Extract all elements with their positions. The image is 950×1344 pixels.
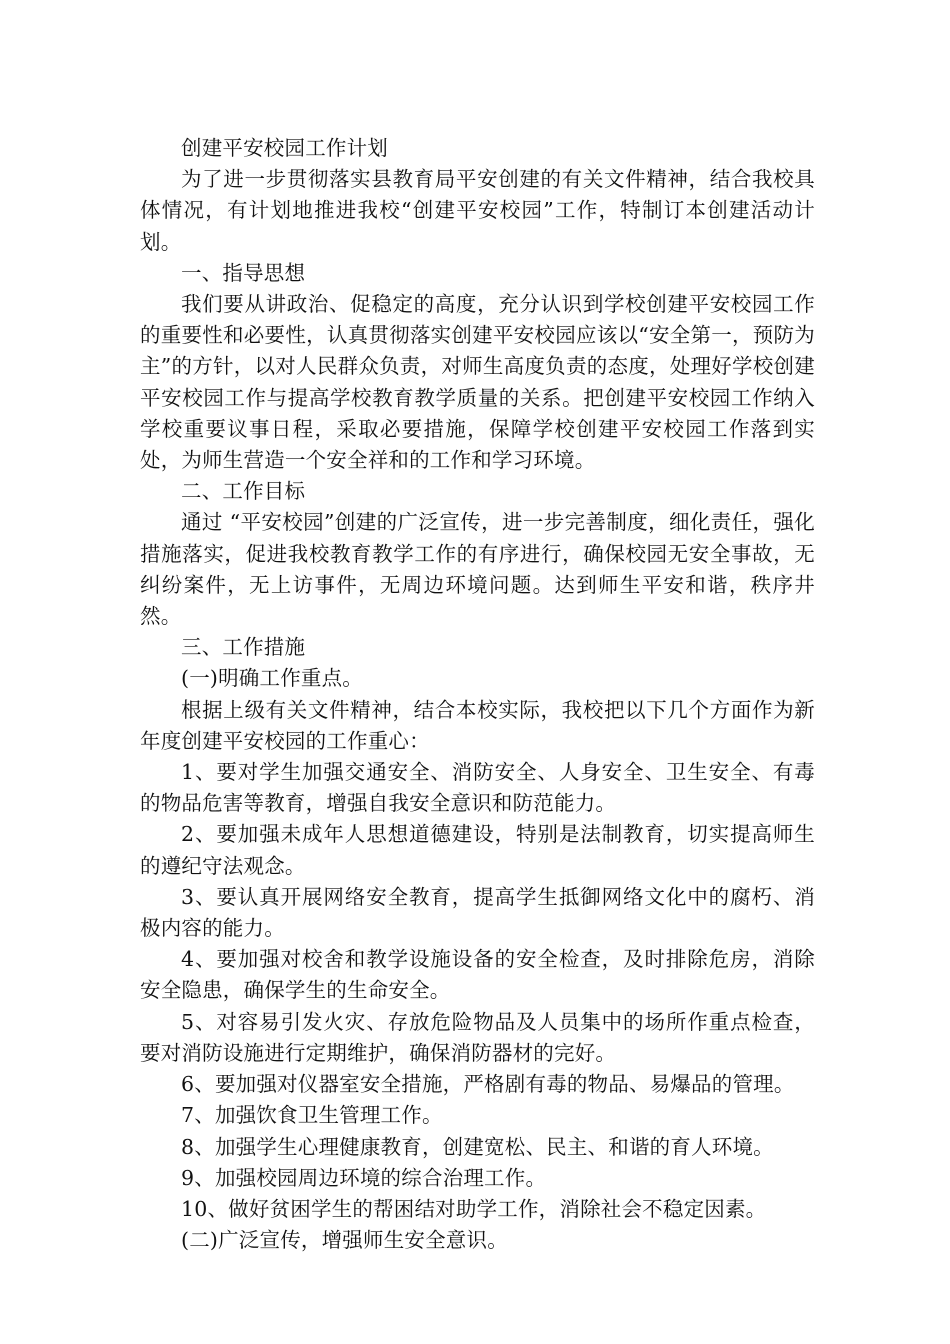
- section-heading-work-goals: 二、工作目标: [181, 479, 306, 504]
- paragraph-guiding-ideology: 我们要从讲政治、促稳定的高度，充分认识到学校创建平安校园工作的重要性和必要性，认真贯彻落实创建平安校园应该以“安全第一，预防为主”的方针，以对人民群众负责，对师生高度负责的态度，处理好学校创建平安校园工作与提高学校教育教学质量的关系。把创建平安校园工作纳入学校重要议事日程，采取必要措施，保障学校创建平安校园工作落到实处，为师生营造一个安全祥和的工作和学习环境。: [140, 292, 815, 473]
- document-body: [140, 133, 815, 1256]
- paragraph-intro: 为了进一步贯彻落实县教育局平安创建的有关文件精神，结合我校具体情况，有计划地推进我校“创建平安校园”工作，特制订本创建活动计划。: [140, 167, 815, 254]
- paragraph-work-goals: 通过 “平安校园”创建的广泛宣传，进一步完善制度，细化责任，强化措施落实，促进我校教育教学工作的有序进行，确保校园无安全事故，无纠纷案件，无上访事件，无周边环境问题。达到师生平安和谐，秩序井然。: [140, 510, 815, 629]
- list-item-7: 7、加强饮食卫生管理工作。: [181, 1103, 443, 1128]
- subsection-heading-publicity: (二)广泛宣传，增强师生安全意识。: [181, 1228, 508, 1253]
- document-title: 创建平安校园工作计划: [181, 136, 388, 160]
- list-item-3: 3、要认真开展网络安全教育，提高学生抵御网络文化中的腐朽、消极内容的能力。: [140, 884, 815, 941]
- list-item-5: 5、对容易引发火灾、存放危险物品及人员集中的场所作重点检查，要对消防设施进行定期维护，确保消防器材的完好。: [140, 1009, 815, 1065]
- list-item-9: 9、加强校园周边环境的综合治理工作。: [181, 1165, 547, 1190]
- paragraph-key-points-intro: 根据上级有关文件精神，结合本校实际，我校把以下几个方面作为新年度创建平安校园的工作重心：: [140, 697, 815, 753]
- section-heading-guiding-ideology: 一、指导思想: [181, 260, 306, 285]
- section-heading-work-measures: 三、工作措施: [181, 635, 306, 660]
- list-item-1: 1、要对学生加强交通安全、消防安全、人身安全、卫生安全、有毒的物品危害等教育，增强自我安全意识和防范能力。: [140, 760, 815, 816]
- list-item-10: 10、做好贫困学生的帮困结对助学工作，消除社会不稳定因素。: [181, 1196, 767, 1221]
- list-item-2: 2、要加强未成年人思想道德建设，特别是法制教育，切实提高师生的遵纪守法观念。: [140, 822, 815, 878]
- list-item-8: 8、加强学生心理健康教育，创建宽松、民主、和谐的育人环境。: [181, 1134, 774, 1159]
- subsection-heading-key-points: (一)明确工作重点。: [181, 666, 363, 691]
- list-item-6: 6、要加强对仪器室安全措施，严格剧有毒的物品、易爆品的管理。: [181, 1072, 795, 1097]
- list-item-4: 4、要加强对校舍和教学设施设备的安全检查，及时排除危房，消除安全隐患，确保学生的生命安全。: [140, 947, 815, 1003]
